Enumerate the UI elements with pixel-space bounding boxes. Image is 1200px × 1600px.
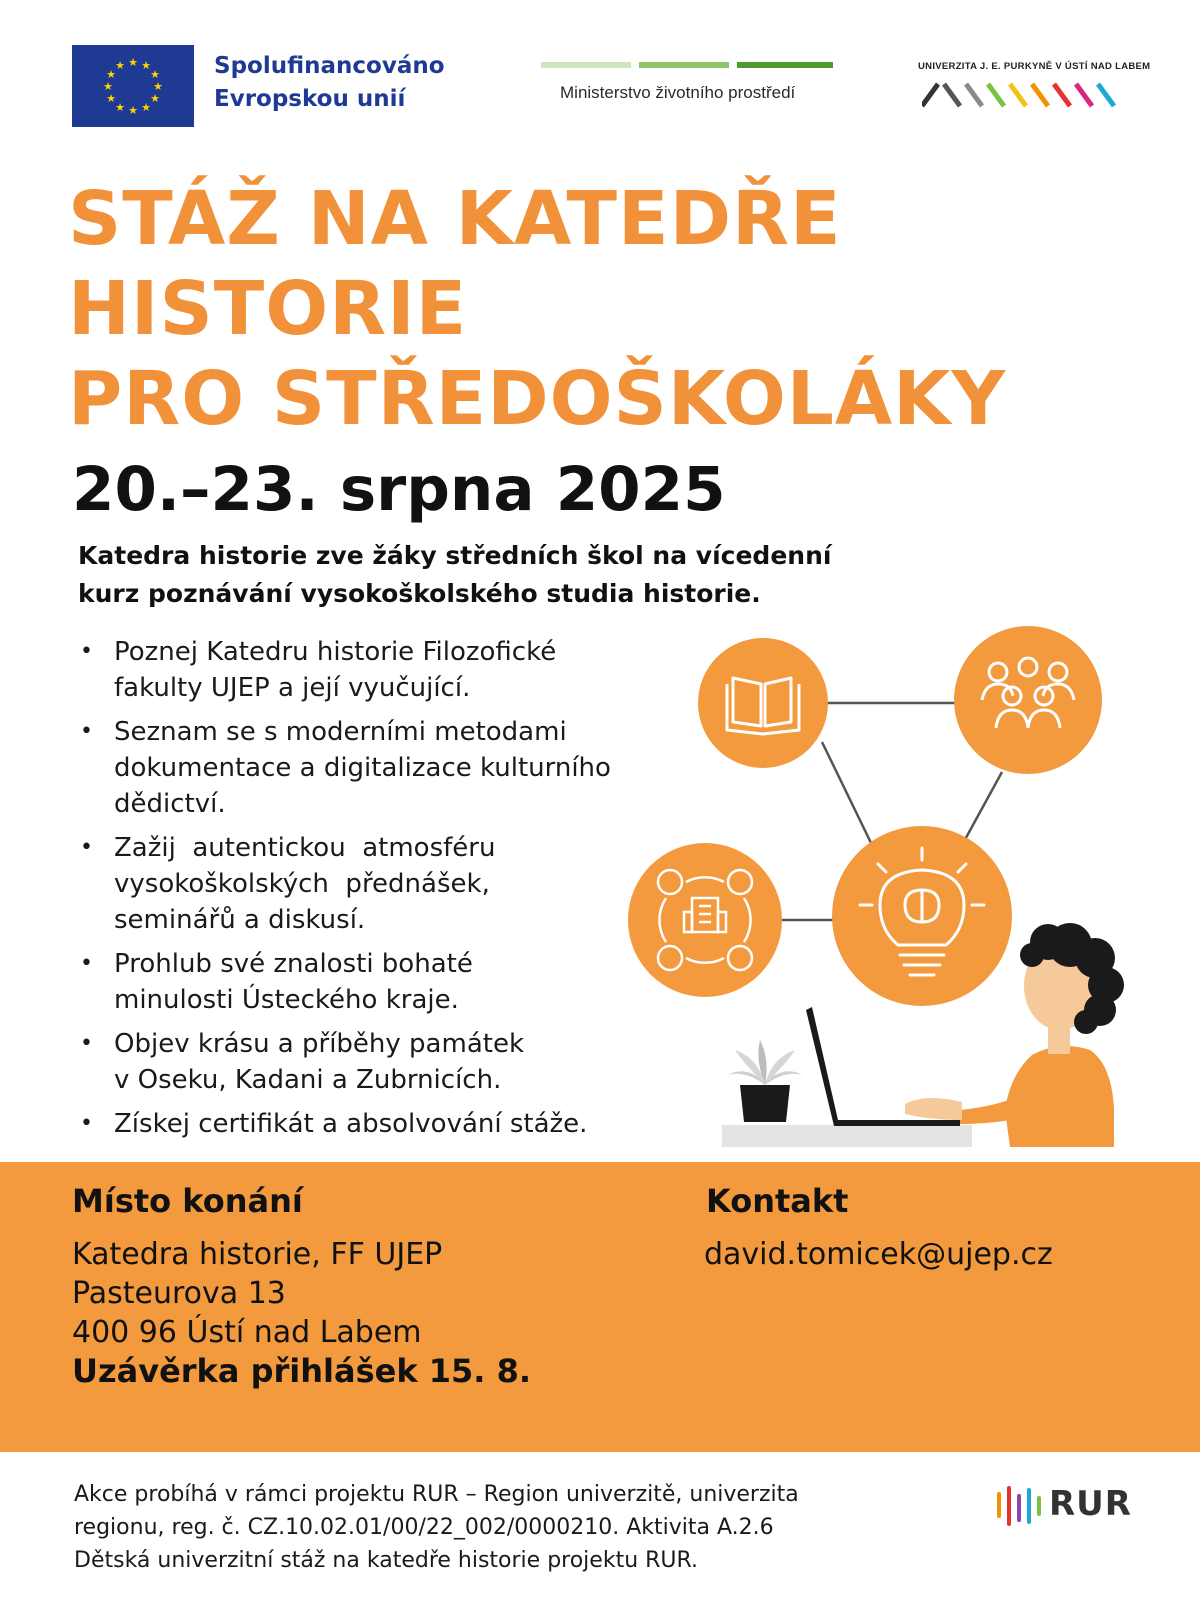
- ministry-logo-text: Ministerstvo životního prostředí: [560, 83, 796, 102]
- footer-line2: regionu, reg. č. CZ.10.02.01/00/22_002/0000210. Aktivita A.2.6: [74, 1515, 774, 1540]
- intro-line1: Katedra historie zve žáky středních škol na vícedenní: [78, 541, 832, 570]
- footer-project-note: [74, 1478, 934, 1577]
- list-item-line: • Seznam se s moderními metodami: [114, 717, 567, 747]
- list-item-line: dokumentace a digitalizace kulturního: [114, 753, 611, 783]
- list-item-line: • Poznej Katedru historie Filozofické: [114, 637, 557, 667]
- intro-text: [78, 537, 1018, 613]
- svg-text:★: ★: [141, 59, 151, 72]
- svg-text:★: ★: [153, 80, 163, 93]
- list-item-line: seminářů a diskusí.: [114, 905, 366, 935]
- plant-pot-icon: [728, 1040, 802, 1122]
- page-title: [68, 174, 1006, 444]
- desk: [722, 1125, 972, 1147]
- contact-email-link[interactable]: david.tomicek@ujep.cz: [704, 1237, 1053, 1272]
- contact-heading: Kontakt: [706, 1182, 849, 1220]
- eu-flag-icon: [72, 45, 194, 127]
- list-item-line: vysokoškolských přednášek,: [114, 869, 490, 899]
- venue-line2: Pasteurova 13: [72, 1276, 286, 1311]
- eu-logo-line2: Evropskou unií: [214, 86, 406, 112]
- list-item: [74, 830, 694, 938]
- people-group-icon: [954, 626, 1102, 774]
- list-item: [74, 1106, 694, 1142]
- title-line2: HISTORIE: [68, 266, 468, 352]
- network-illustration: [620, 620, 1180, 1165]
- svg-text:★: ★: [150, 68, 160, 81]
- university-logo-text: UNIVERZITA J. E. PURKYNĚ V ÚSTÍ NAD LABEM: [918, 61, 1151, 72]
- rur-logo-text: RUR: [1049, 1484, 1132, 1524]
- list-item: [74, 714, 694, 822]
- event-date: 20.–23. srpna 2025: [72, 454, 726, 525]
- ministry-logo-bars: [541, 62, 833, 68]
- list-item-line: minulosti Ústeckého kraje.: [114, 985, 459, 1015]
- eu-logo-text: [214, 50, 445, 116]
- intro-line2: kurz poznávání vysokoškolského studia historie.: [78, 579, 761, 608]
- svg-text:★: ★: [115, 101, 125, 114]
- title-line1: STÁŽ NA KATEDŘE: [68, 176, 842, 262]
- list-item-line: • Zažij autentickou atmosféru: [114, 833, 496, 863]
- university-logo-stripes-icon: [922, 80, 1122, 110]
- svg-text:★: ★: [106, 68, 116, 81]
- venue-line3: 400 96 Ústí nad Labem: [72, 1315, 422, 1350]
- svg-text:★: ★: [106, 92, 116, 105]
- registration-deadline: Uzávěrka přihlášek 15. 8.: [72, 1352, 531, 1390]
- book-icon: [698, 638, 828, 768]
- svg-text:★: ★: [150, 92, 160, 105]
- svg-text:★: ★: [115, 59, 125, 72]
- eu-logo-line1: Spolufinancováno: [214, 53, 445, 79]
- list-item-line: v Oseku, Kadani a Zubrnicích.: [114, 1065, 502, 1095]
- svg-text:★: ★: [141, 101, 151, 114]
- title-line3: PRO STŘEDOŠKOLÁKY: [68, 356, 1007, 442]
- lightbulb-brain-icon: [832, 826, 1012, 1006]
- footer-line3: Dětská univerzitní stáž na katedře historie projektu RUR.: [74, 1548, 699, 1573]
- list-item: [74, 1026, 694, 1098]
- list-item-line: • Získej certifikát a absolvování stáže.: [114, 1109, 588, 1139]
- list-item-line: • Objev krásu a příběhy památek: [114, 1029, 524, 1059]
- svg-text:★: ★: [128, 56, 138, 69]
- list-item: [74, 946, 694, 1018]
- footer-line1: Akce probíhá v rámci projektu RUR – Region univerzitě, univerzita: [74, 1482, 799, 1507]
- list-item-line: • Prohlub své znalosti bohaté: [114, 949, 473, 979]
- list-item-line: fakulty UJEP a její vyučující.: [114, 673, 471, 703]
- svg-text:★: ★: [128, 104, 138, 117]
- svg-text:★: ★: [103, 80, 113, 93]
- benefits-list: [74, 634, 694, 1150]
- list-item-line: dědictví.: [114, 789, 226, 819]
- community-building-icon: [628, 843, 782, 997]
- venue-heading: Místo konání: [72, 1182, 303, 1220]
- venue-line1: Katedra historie, FF UJEP: [72, 1237, 443, 1272]
- list-item: [74, 634, 694, 706]
